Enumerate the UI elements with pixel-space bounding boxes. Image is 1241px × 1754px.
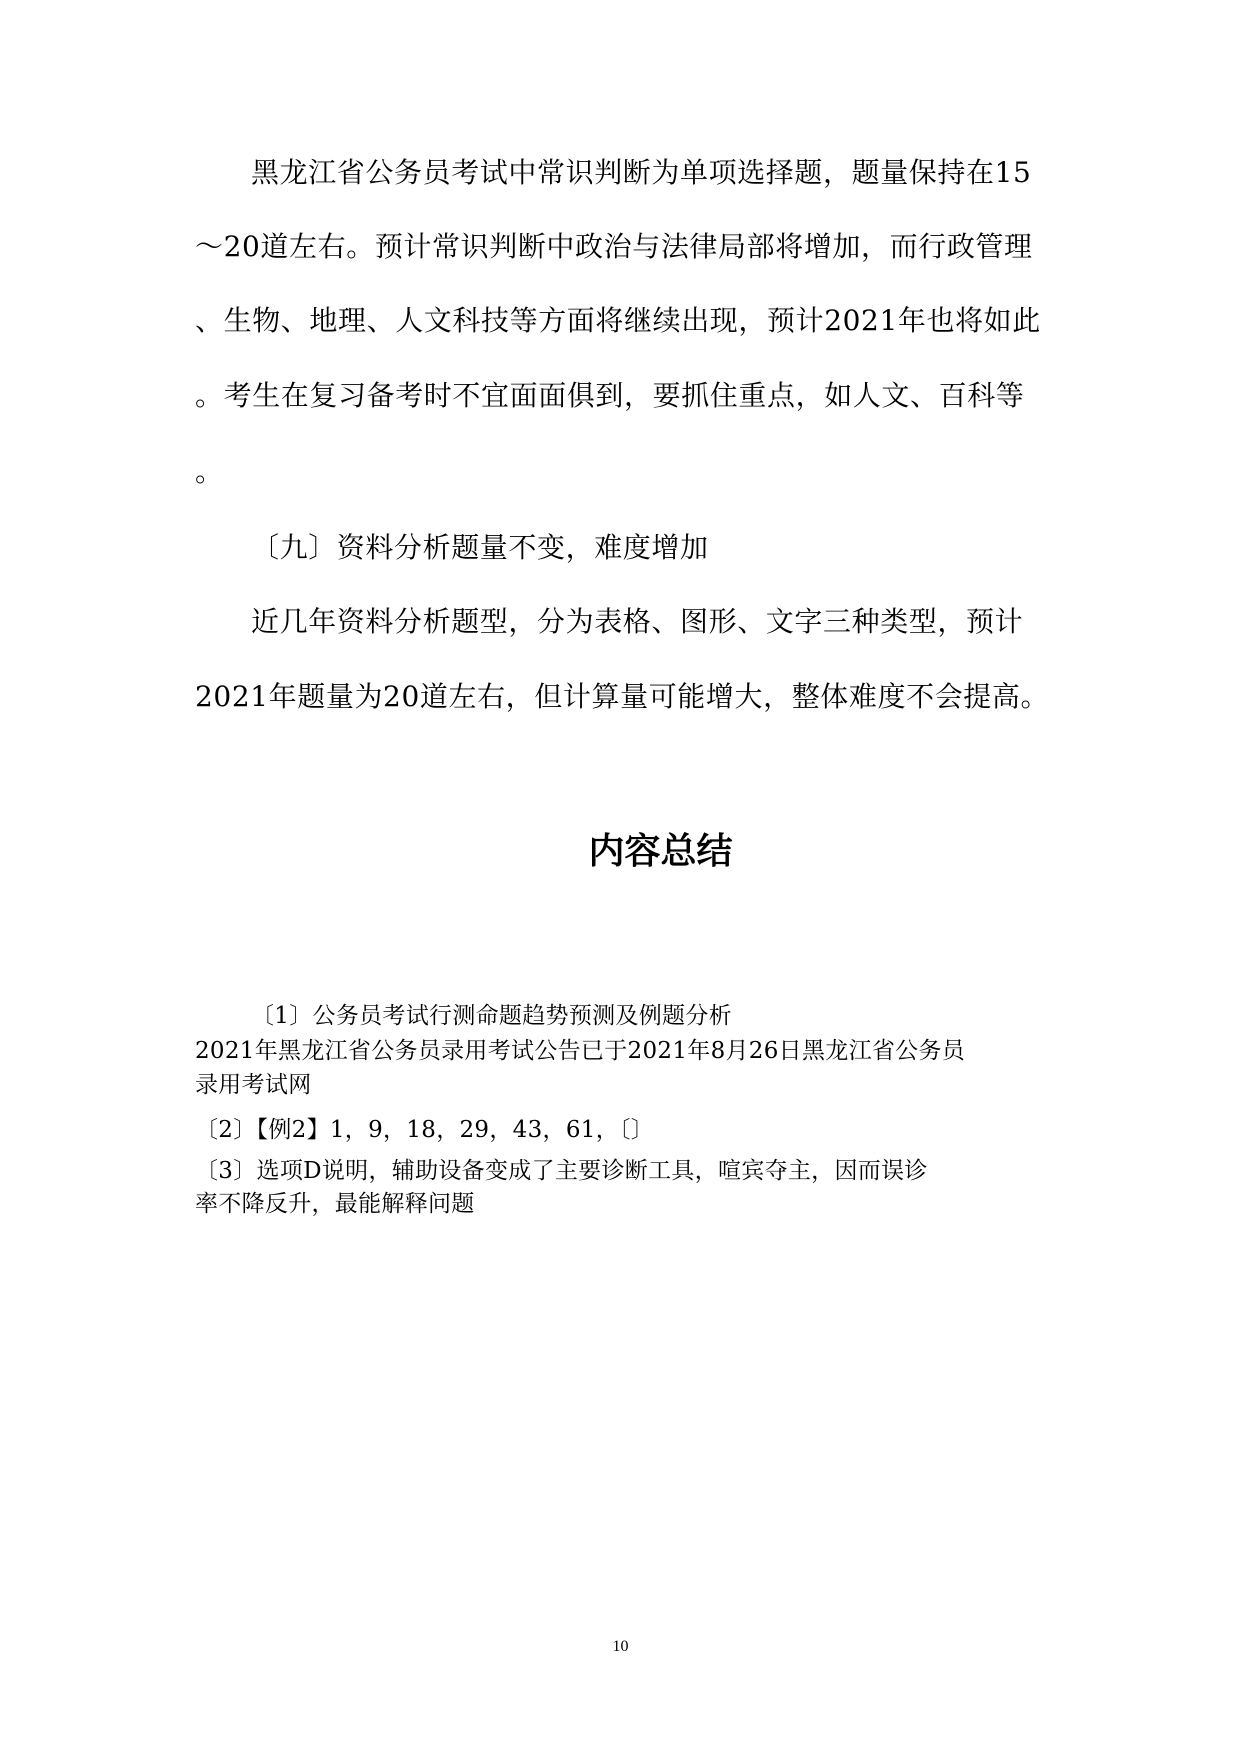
summary-line: 〔2〕【例2】1，9，18，29，43，61，〔〕 (195, 1117, 655, 1143)
page-number: 10 (612, 1638, 629, 1655)
body-paragraph-line: 近几年资料分析题型，分为表格、图形、文字三种类型，预计 (251, 605, 1024, 638)
summary-line: 率不降反升，最能解释问题 (195, 1191, 475, 1217)
body-paragraph-line: 2021年题量为20道左右，但计算量可能增大，整体难度不会提高。 (195, 680, 1050, 713)
body-paragraph-line: ～20道左右。预计常识判断中政治与法律局部将增加，而行政管理 (195, 230, 1033, 263)
body-paragraph-line: 黑龙江省公务员考试中常识判断为单项选择题，题量保持在15 (251, 156, 1032, 189)
body-paragraph-line: 、生物、地理、人文科技等方面将继续出现，预计2021年也将如此 (195, 304, 1041, 337)
summary-line: 录用考试网 (195, 1072, 312, 1098)
summary-heading: 内容总结 (588, 831, 733, 872)
summary-line: 〔1〕公务员考试行测命题趋势预测及例题分析 (251, 1003, 732, 1029)
body-paragraph-line: 。 (195, 455, 224, 488)
section-heading: 〔九〕资料分析题量不变，难度增加 (251, 531, 709, 564)
summary-line: 〔3〕选项D说明，辅助设备变成了主要诊断工具，喧宾夺主，因而误诊 (195, 1158, 928, 1184)
body-paragraph-line: 。考生在复习备考时不宜面面俱到，要抓住重点，如人文、百科等 (195, 379, 1025, 412)
summary-line: 2021年黑龙江省公务员录用考试公告已于2021年8月26日黑龙江省公务员 (195, 1038, 966, 1064)
